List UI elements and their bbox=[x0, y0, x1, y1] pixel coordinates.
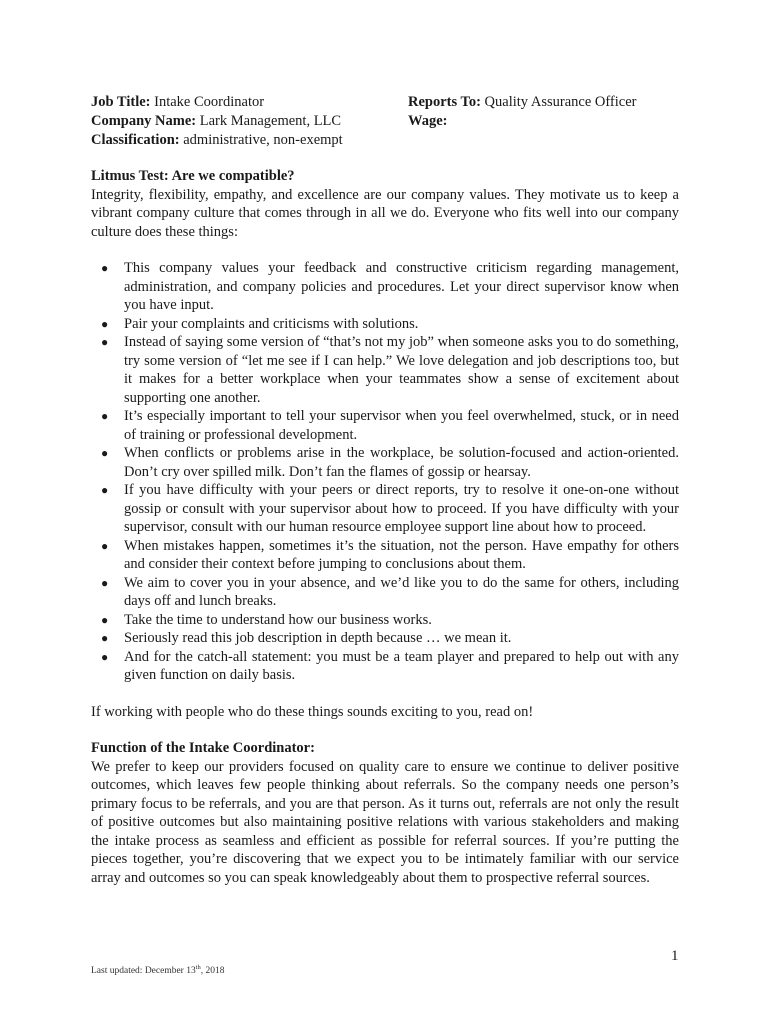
litmus-intro: Integrity, flexibility, empathy, and excellence are our company values. They motivate us to keep a vibrant company culture that comes through in all we do. Everyone who fits well into our company culture does these things: bbox=[91, 186, 679, 240]
function-heading: Function of the Intake Coordinator: bbox=[91, 740, 315, 756]
bullet-item bbox=[91, 481, 679, 537]
classification-value: administrative, non-exempt bbox=[179, 132, 343, 148]
job-title-label: Job Title: bbox=[91, 94, 151, 110]
classification-line bbox=[91, 131, 401, 150]
bullet-item bbox=[91, 333, 679, 407]
bullet-text: Instead of saying some version of “that’s not my job” when someone asks you to do something, try some version of “let me see if I can help.” We love delegation and job descriptions too, but it makes for a better workplace when your teammates show a sense of excitement about supporting one another. bbox=[124, 334, 679, 406]
bullet-text: Seriously read this job description in depth because … we mean it. bbox=[124, 630, 512, 646]
bullet-text: When conflicts or problems arise in the workplace, be solution-focused and action-oriented. Don’t cry over spilled milk. Don’t fan the flames of gossip or hearsay. bbox=[124, 445, 679, 480]
job-title-line bbox=[91, 93, 401, 112]
wage-line bbox=[408, 112, 698, 131]
bullet-item bbox=[91, 537, 679, 574]
litmus-closing: If working with people who do these things sounds exciting to you, read on! bbox=[91, 703, 534, 720]
footer-date-year: , 2018 bbox=[200, 966, 225, 976]
bullet-text: And for the catch-all statement: you must be a team player and prepared to help out with any given function on daily basis. bbox=[124, 648, 679, 683]
page-number: 1 bbox=[671, 948, 679, 964]
reports-to-line bbox=[408, 93, 698, 112]
bullet-text: When mistakes happen, sometimes it’s the situation, not the person. Have empathy for others and consider their context before jumping to conclusions about them. bbox=[124, 537, 679, 572]
job-title-value: Intake Coordinator bbox=[150, 94, 265, 110]
bullet-dot-icon: ● bbox=[101, 316, 109, 331]
classification-label: Classification: bbox=[91, 132, 180, 148]
bullet-dot-icon: ● bbox=[101, 631, 109, 645]
bullet-dot-icon: ● bbox=[101, 261, 109, 275]
bullet-text: If you have difficulty with your peers or direct reports, try to resolve it one-on-one without gossip or consult with your supervisor about how to proceed. If you have difficulty with your supervisor, consult with our human resource employee support line about how to proceed. bbox=[124, 482, 679, 535]
bullet-dot-icon: ● bbox=[101, 538, 109, 553]
document-body bbox=[91, 167, 679, 887]
function-body: We prefer to keep our providers focused on quality care to ensure we continue to deliver positive outcomes, which leaves few people thinking about referrals. So the company needs one person’s primary focus to be referrals, and you are that person. As it turns out, referrals are not only the result of positive outcomes but also maintaining positive relations with various stakeholders and making the intake process as seamless and efficient as possible for referral sources. If you’re putting the pieces together, you’re discovering that we expect you to be intimately familiar with our service array and outcomes so you can speak knowledgeably about them to prospective referral sources. bbox=[91, 758, 679, 886]
job-header bbox=[91, 93, 691, 149]
bullet-item bbox=[91, 648, 679, 685]
header-right-column bbox=[408, 93, 698, 131]
bullet-text: This company values your feedback and constructive criticism regarding management, administration, and company policies and procedures. Let your direct supervisor know when you have input. bbox=[124, 260, 679, 313]
bullet-item bbox=[91, 629, 679, 648]
bullet-dot-icon: ● bbox=[101, 483, 109, 497]
bullet-item bbox=[91, 444, 679, 481]
bullet-dot-icon: ● bbox=[101, 335, 109, 349]
bullet-item bbox=[91, 315, 679, 334]
bullet-text: Take the time to understand how our business works. bbox=[124, 611, 432, 628]
reports-to-value: Quality Assurance Officer bbox=[480, 94, 637, 110]
bullet-dot-icon: ● bbox=[101, 409, 109, 423]
values-bullet-list bbox=[91, 259, 679, 685]
bullet-dot-icon: ● bbox=[101, 612, 109, 627]
company-name-value: Lark Management, LLC bbox=[196, 113, 342, 129]
bullet-item bbox=[91, 611, 679, 630]
last-updated-footer bbox=[91, 963, 225, 976]
bullet-item bbox=[91, 574, 679, 611]
litmus-heading: Litmus Test: Are we compatible? bbox=[91, 168, 295, 184]
header-left-column bbox=[91, 93, 401, 150]
bullet-dot-icon: ● bbox=[101, 649, 109, 664]
wage-label: Wage: bbox=[408, 113, 448, 129]
company-name-label: Company Name: bbox=[91, 113, 197, 129]
reports-to-label: Reports To: bbox=[408, 94, 481, 110]
bullet-text: Pair your complaints and criticisms with solutions. bbox=[124, 315, 419, 332]
bullet-dot-icon: ● bbox=[101, 575, 109, 590]
bullet-text: We aim to cover you in your absence, and we’d like you to do the same for others, including days off and lunch breaks. bbox=[124, 574, 679, 609]
bullet-dot-icon: ● bbox=[101, 446, 109, 460]
footer-date-ordinal: th bbox=[195, 963, 201, 971]
bullet-item bbox=[91, 259, 679, 315]
bullet-text: It’s especially important to tell your supervisor when you feel overwhelmed, stuck, or in need of training or professional development. bbox=[124, 408, 679, 443]
bullet-item bbox=[91, 407, 679, 444]
company-name-line bbox=[91, 112, 401, 131]
footer-date-prefix: Last updated: December 13 bbox=[91, 966, 196, 976]
